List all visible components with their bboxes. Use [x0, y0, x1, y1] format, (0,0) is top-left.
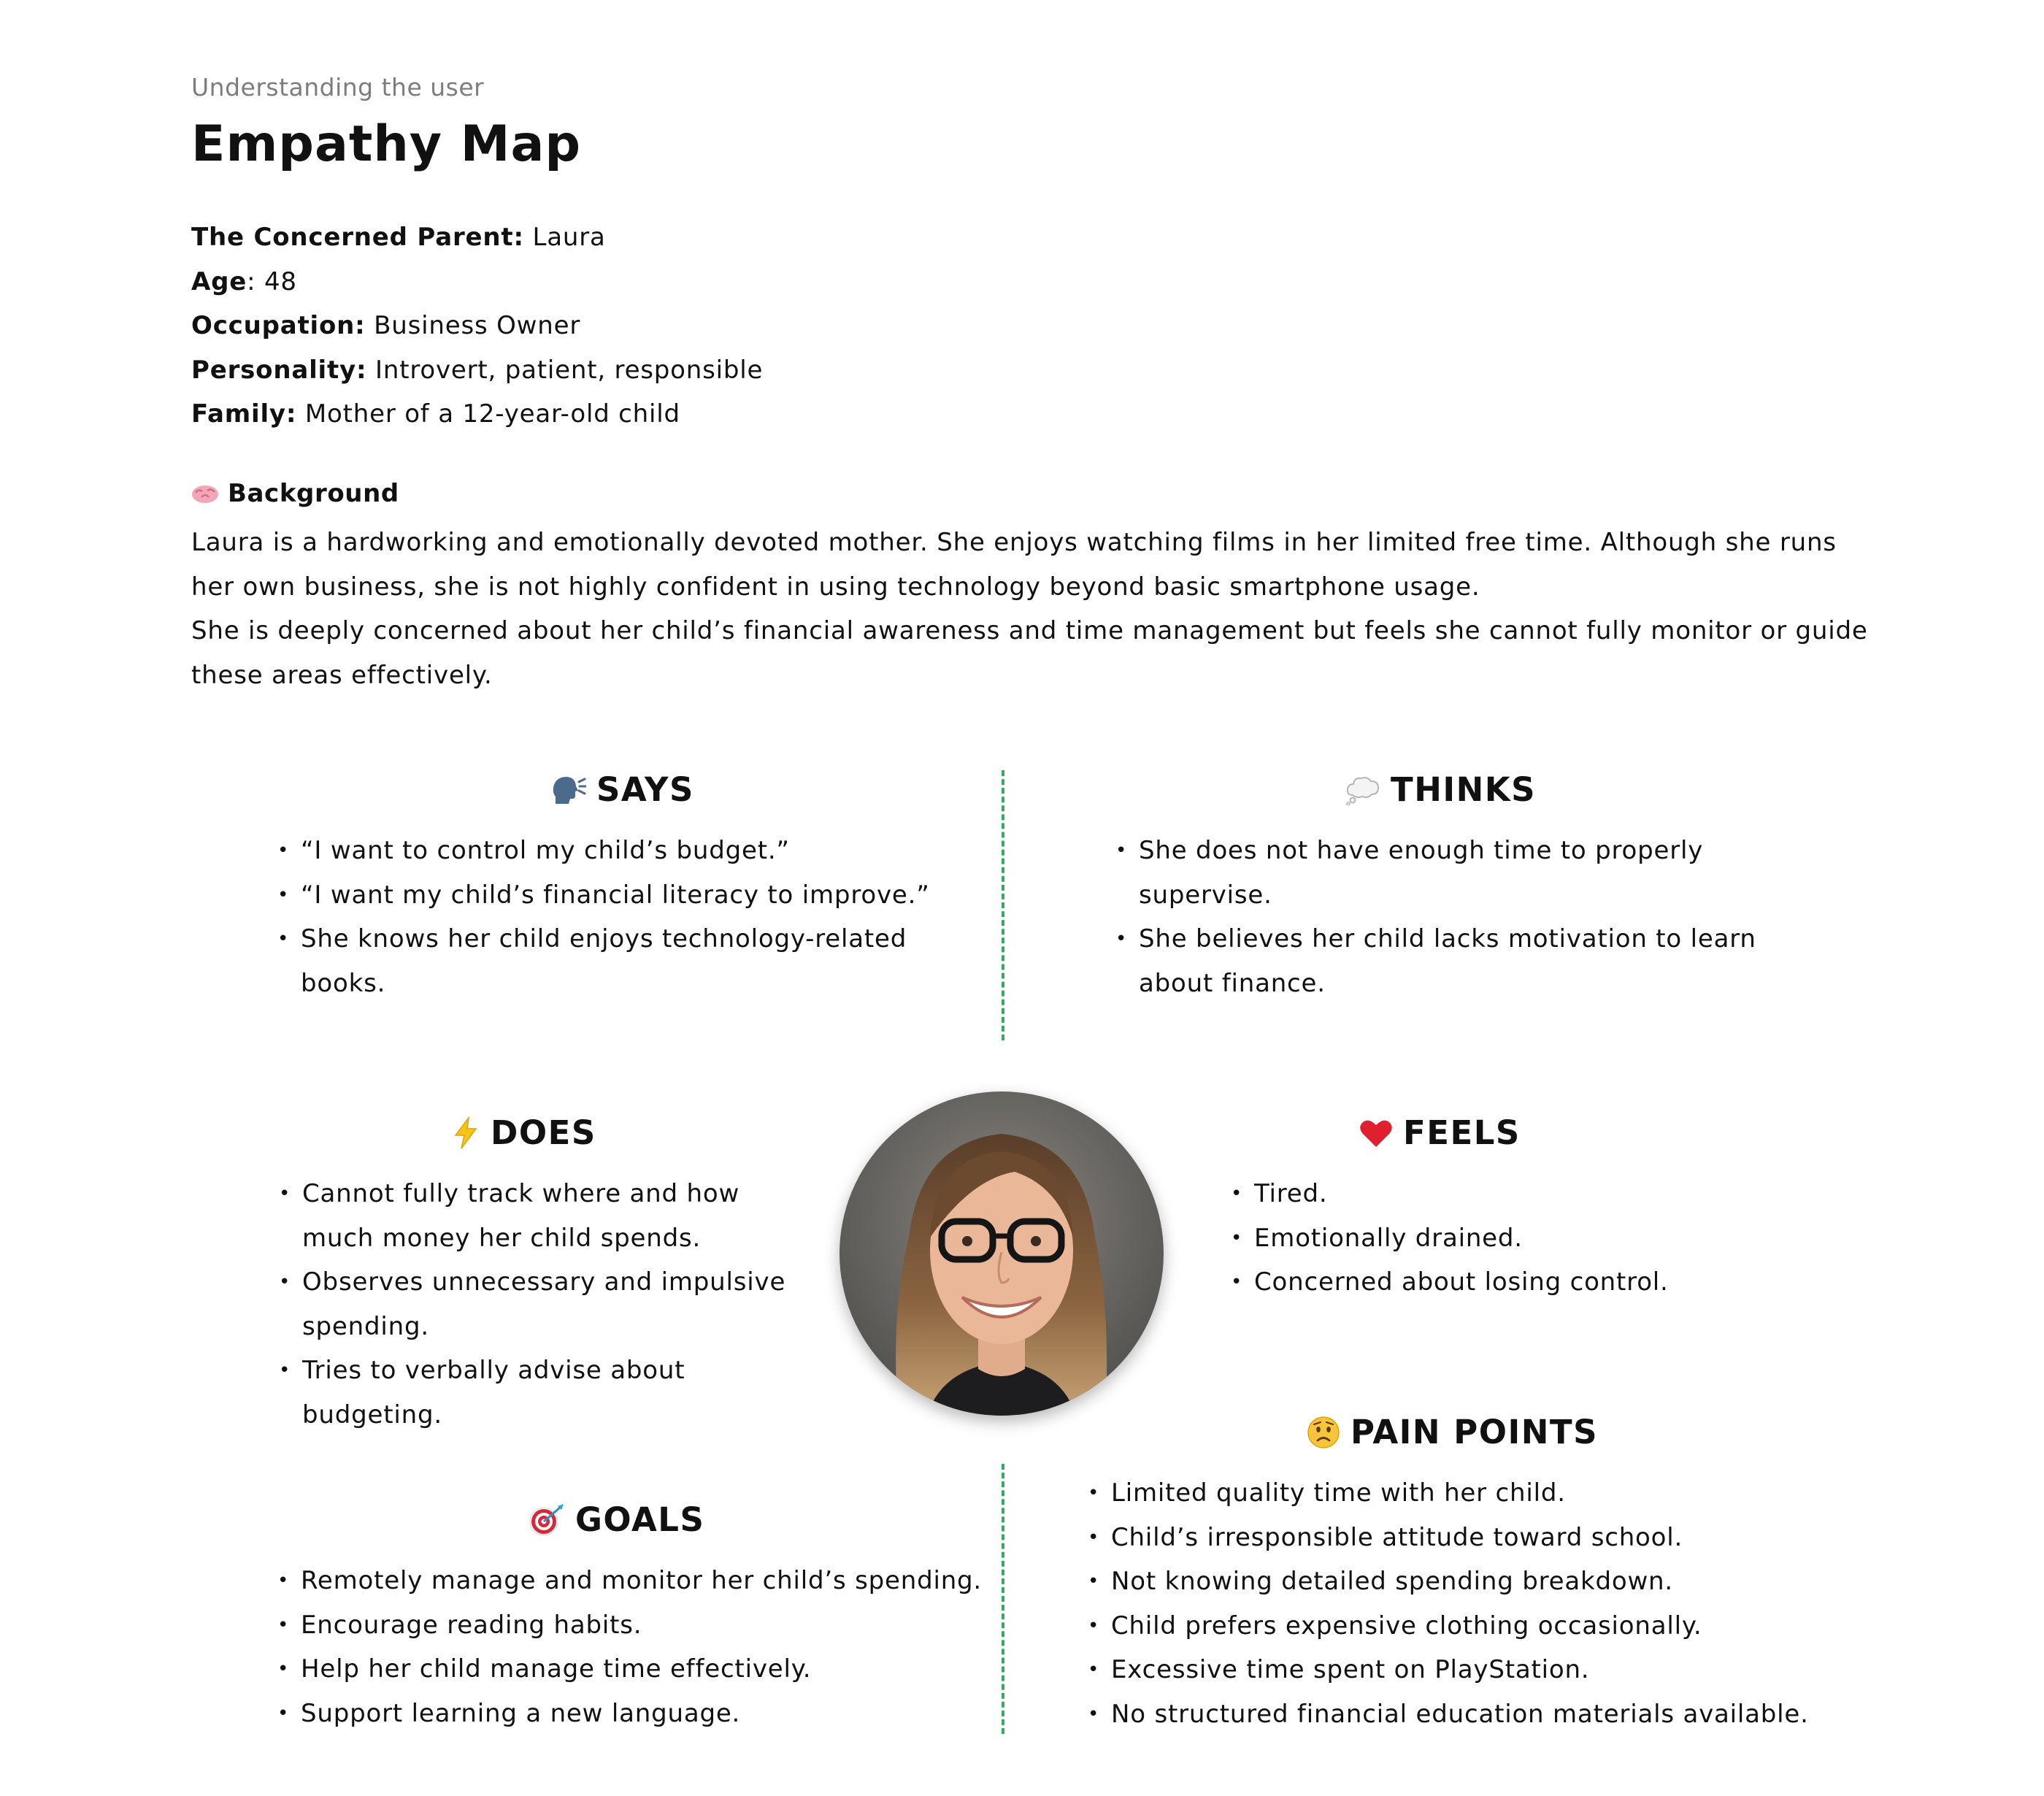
background-paragraph: She is deeply concerned about her child’s financial awareness and time management but feels she cannot fully monitor or guide these areas effectively.: [191, 616, 1868, 690]
list-item: • “I want to control my child’s budget.”: [277, 829, 993, 873]
worried-face-icon: [1307, 1416, 1340, 1449]
says-heading-text: SAYS: [596, 770, 694, 809]
profile-value: : 48: [247, 266, 297, 296]
thinks-list: [1115, 829, 1772, 1005]
brain-icon: [191, 483, 219, 504]
feels-list: [1231, 1172, 1815, 1305]
profile-row-age: [191, 260, 763, 304]
thinks-heading-text: THINKS: [1391, 770, 1537, 809]
profile-value: Business Owner: [365, 311, 581, 340]
woman-portrait: [840, 1091, 1164, 1416]
list-item: • No structured financial education materials available.: [1088, 1692, 1891, 1737]
pain-points-list: [1088, 1471, 1891, 1736]
list-item: • Tired.: [1231, 1172, 1815, 1216]
background-text: [191, 521, 1870, 697]
thinks-heading: [1345, 770, 1536, 809]
profile-row-occupation: [191, 304, 763, 348]
background-heading: [191, 479, 399, 508]
list-item: • Cannot fully track where and how much money her child spends.: [279, 1172, 790, 1260]
divider-top: [1002, 770, 1004, 1040]
target-icon: [529, 1503, 565, 1537]
list-item: • She does not have enough time to properly supervise.: [1115, 829, 1772, 917]
list-item: • Encourage reading habits.: [277, 1603, 993, 1648]
background-heading-text: Background: [228, 479, 399, 508]
list-item: • Child’s irresponsible attitude toward school.: [1088, 1516, 1891, 1560]
list-item: • Help her child manage time effectively.: [277, 1647, 993, 1692]
goals-list: [277, 1559, 993, 1735]
does-heading-text: DOES: [491, 1113, 596, 1152]
list-item: • Remotely manage and monitor her child’s spending.: [277, 1559, 993, 1603]
heart-icon: [1359, 1118, 1393, 1148]
lightning-icon: [451, 1116, 480, 1150]
does-heading: [451, 1113, 596, 1152]
feels-heading-text: FEELS: [1403, 1113, 1521, 1152]
list-item: • Tries to verbally advise about budgeting.: [279, 1348, 790, 1437]
page-title: Empathy Map: [191, 115, 582, 173]
pain-points-heading: [1307, 1413, 1598, 1451]
says-list: [277, 829, 993, 1005]
profile-value: Laura: [523, 223, 606, 252]
list-item: • Emotionally drained.: [1231, 1216, 1815, 1261]
thought-balloon-icon: [1345, 775, 1380, 805]
profile-value: Introvert, patient, responsible: [366, 355, 764, 385]
list-item: • She believes her child lacks motivation to learn about finance.: [1115, 917, 1772, 1005]
list-item: • “I want my child’s financial literacy to improve.”: [277, 873, 993, 918]
profile-label: Family:: [191, 399, 297, 429]
list-item: • Limited quality time with her child.: [1088, 1471, 1891, 1516]
profile-row-family: [191, 392, 763, 437]
list-item: • Concerned about losing control.: [1231, 1260, 1815, 1305]
says-heading: [551, 770, 694, 809]
list-item: • Observes unnecessary and impulsive spending.: [279, 1260, 790, 1348]
speaking-head-icon: [551, 775, 586, 805]
list-item: • Child prefers expensive clothing occasionally.: [1088, 1604, 1891, 1649]
profile-label: Personality:: [191, 355, 367, 385]
persona-profile: [191, 215, 763, 437]
list-item: • She knows her child enjoys technology-related books.: [277, 917, 993, 1005]
list-item: • Not knowing detailed spending breakdown.: [1088, 1559, 1891, 1604]
divider-bottom: [1002, 1464, 1004, 1734]
profile-label: Occupation:: [191, 311, 366, 340]
profile-value: Mother of a 12-year-old child: [296, 399, 680, 429]
list-item: • Excessive time spent on PlayStation.: [1088, 1648, 1891, 1692]
pain-points-heading-text: PAIN POINTS: [1350, 1413, 1598, 1451]
feels-heading: [1359, 1113, 1521, 1152]
does-list: [279, 1172, 790, 1437]
list-item: • Support learning a new language.: [277, 1692, 993, 1736]
profile-label: The Concerned Parent:: [191, 223, 524, 252]
goals-heading: [529, 1500, 704, 1539]
eyebrow-text: Understanding the user: [191, 73, 485, 101]
goals-heading-text: GOALS: [575, 1500, 705, 1539]
profile-row-name: [191, 215, 763, 260]
profile-row-personality: [191, 348, 763, 393]
persona-avatar: [840, 1091, 1164, 1416]
background-paragraph: Laura is a hardworking and emotionally devoted mother. She enjoys watching films in her limited free time. Although she runs her own business, she is not highly confident in using technology beyond basic smartphone usage.: [191, 528, 1837, 602]
profile-label: Age: [191, 266, 247, 296]
